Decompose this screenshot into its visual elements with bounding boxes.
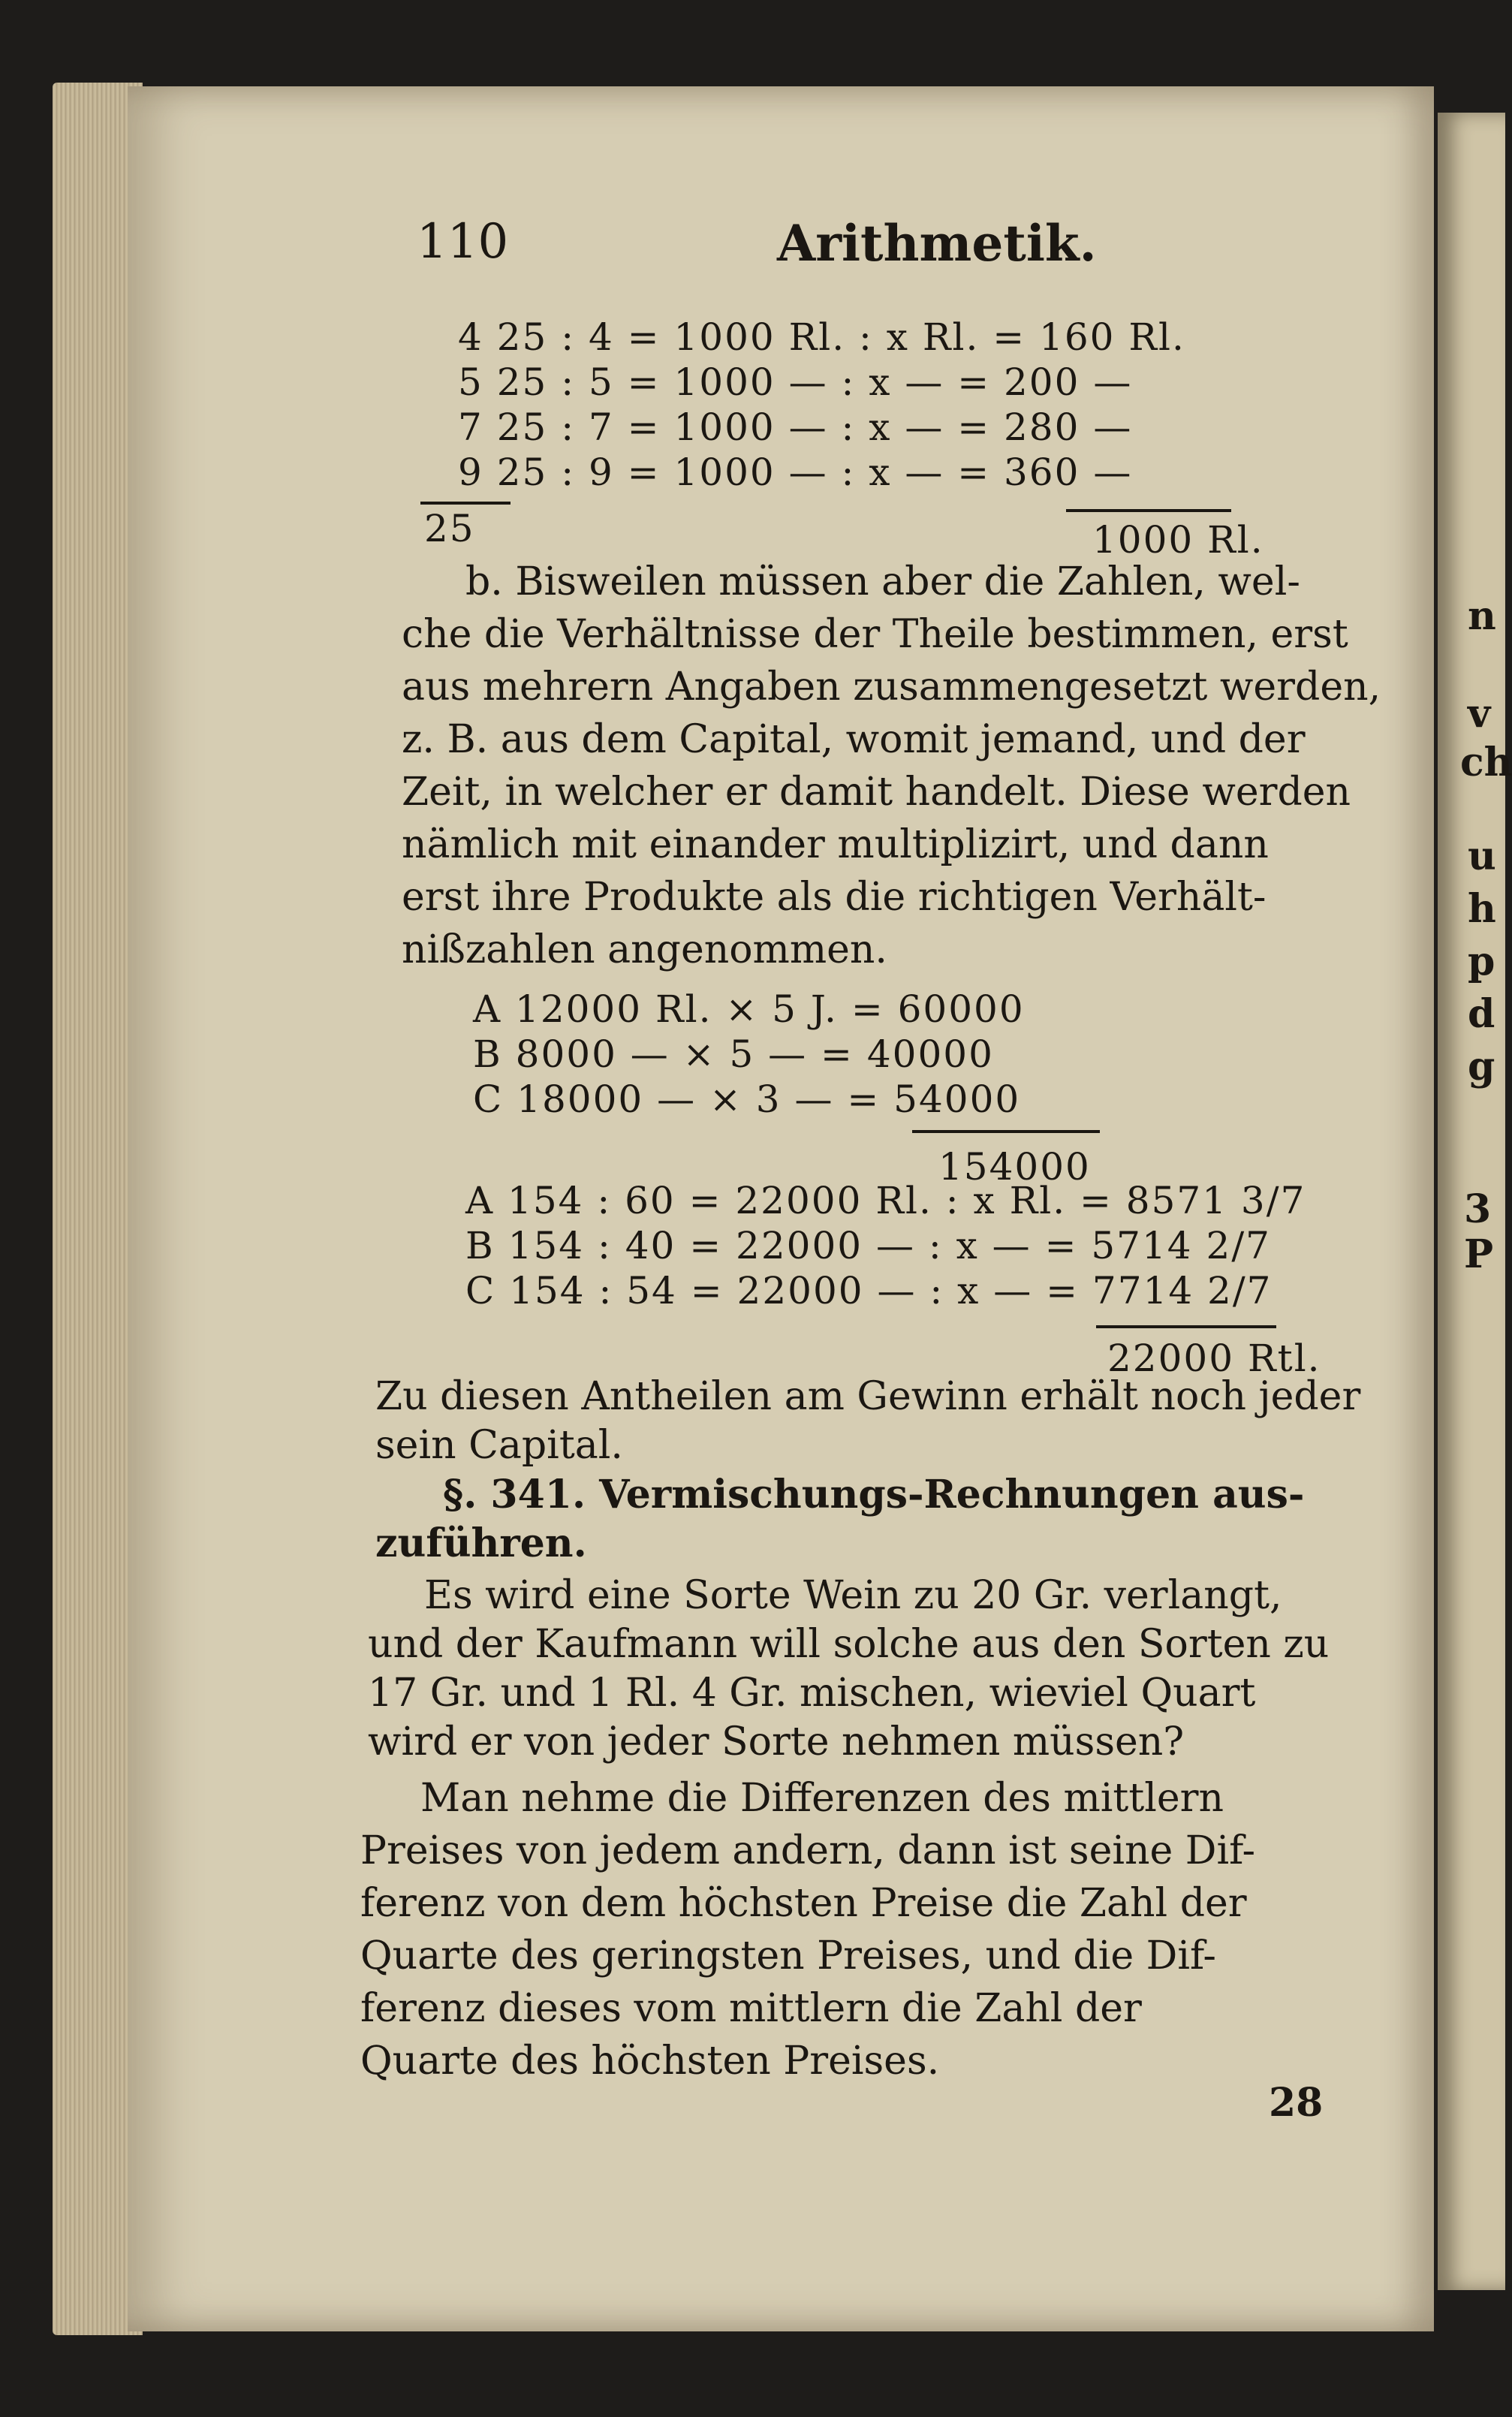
text-line: erst ihre Produkte als die richtigen Verhält- [402, 875, 1267, 920]
text-line: b. Bisweilen müssen aber die Zahlen, wel- [465, 559, 1300, 604]
facing-fragment: d [1468, 991, 1495, 1037]
signature-mark: 28 [1269, 2080, 1324, 2126]
table3-row: C 154 : 54 = 22000 — : x — = 7714 2/7 [465, 1269, 1273, 1312]
text-line: Quarte des höchsten Preises. [360, 2039, 940, 2084]
text-line: aus mehrern Angaben zusammengesetzt werden, [402, 665, 1381, 710]
facing-fragment: v [1468, 691, 1491, 737]
text-line: z. B. aus dem Capital, womit jemand, und der [402, 717, 1306, 762]
table1-row: 4 25 : 4 = 1000 Rl. : x Rl. = 160 Rl. [458, 315, 1185, 359]
sum-rule [912, 1130, 1100, 1133]
section-heading-cont: zuführen. [375, 1520, 587, 1566]
running-title: Arithmetik. [777, 214, 1097, 273]
text-line: Preises von jedem andern, dann ist seine Dif- [360, 1828, 1256, 1873]
text-line: wird er von jeder Sorte nehmen müssen? [368, 1719, 1185, 1765]
text-line: Quarte des geringsten Preises, und die Dif- [360, 1933, 1216, 1979]
sum-rule [1096, 1325, 1276, 1328]
facing-fragment: g [1468, 1044, 1495, 1089]
table1-row: 9 25 : 9 = 1000 — : x — = 360 — [458, 451, 1133, 494]
sum-rule [1066, 509, 1231, 512]
text-line: 17 Gr. und 1 Rl. 4 Gr. mischen, wieviel Quart [368, 1671, 1256, 1716]
text-line: che die Verhältnisse der Theile bestimmen, erst [402, 612, 1348, 657]
text-line: Zeit, in welcher er damit handelt. Diese werden [402, 770, 1351, 815]
facing-fragment: 3 [1464, 1186, 1492, 1232]
text-line: nämlich mit einander multiplizirt, und dann [402, 822, 1269, 867]
table2-row: B 8000 — × 5 — = 40000 [473, 1032, 994, 1076]
facing-fragment: u [1468, 833, 1496, 879]
text-line: Es wird eine Sorte Wein zu 20 Gr. verlangt, [424, 1573, 1282, 1618]
text-line: ferenz dieses vom mittlern die Zahl der [360, 1986, 1142, 2031]
table3-row: A 154 : 60 = 22000 Rl. : x Rl. = 8571 3/7 [465, 1179, 1306, 1222]
text-line: ferenz von dem höchsten Preise die Zahl der [360, 1881, 1247, 1926]
text-line: und der Kaufmann will solche aus den Sorten zu [368, 1622, 1330, 1667]
text-line: Man nehme die Differenzen des mittlern [420, 1776, 1224, 1821]
sum-rule [420, 502, 511, 505]
table2-row: C 18000 — × 3 — = 54000 [473, 1077, 1021, 1121]
text-line: Zu diesen Antheilen am Gewinn erhält noch jeder [375, 1374, 1361, 1419]
table3-row: B 154 : 40 = 22000 — : x — = 5714 2/7 [465, 1224, 1271, 1267]
table3-total: 22000 Rtl. [1107, 1337, 1321, 1380]
page-number: 110 [417, 214, 509, 270]
table1-row: 5 25 : 5 = 1000 — : x — = 200 — [458, 360, 1133, 404]
table2-total: 154000 [938, 1145, 1091, 1189]
table1-sum-left: 25 [424, 507, 475, 550]
facing-fragment: h [1468, 886, 1496, 932]
section-heading: §. 341. Vermischungs-Rechnungen aus- [443, 1472, 1305, 1517]
text-line: nißzahlen angenommen. [402, 927, 887, 972]
text-line: sein Capital. [375, 1423, 623, 1468]
table2-row: A 12000 Rl. × 5 J. = 60000 [473, 987, 1025, 1031]
facing-fragment: n [1468, 593, 1496, 639]
table1-row: 7 25 : 7 = 1000 — : x — = 280 — [458, 405, 1133, 449]
facing-fragment: ch [1460, 740, 1512, 785]
table1-sum-right: 1000 Rl. [1092, 518, 1264, 562]
facing-fragment: P [1464, 1231, 1494, 1277]
facing-fragment: p [1468, 939, 1495, 984]
